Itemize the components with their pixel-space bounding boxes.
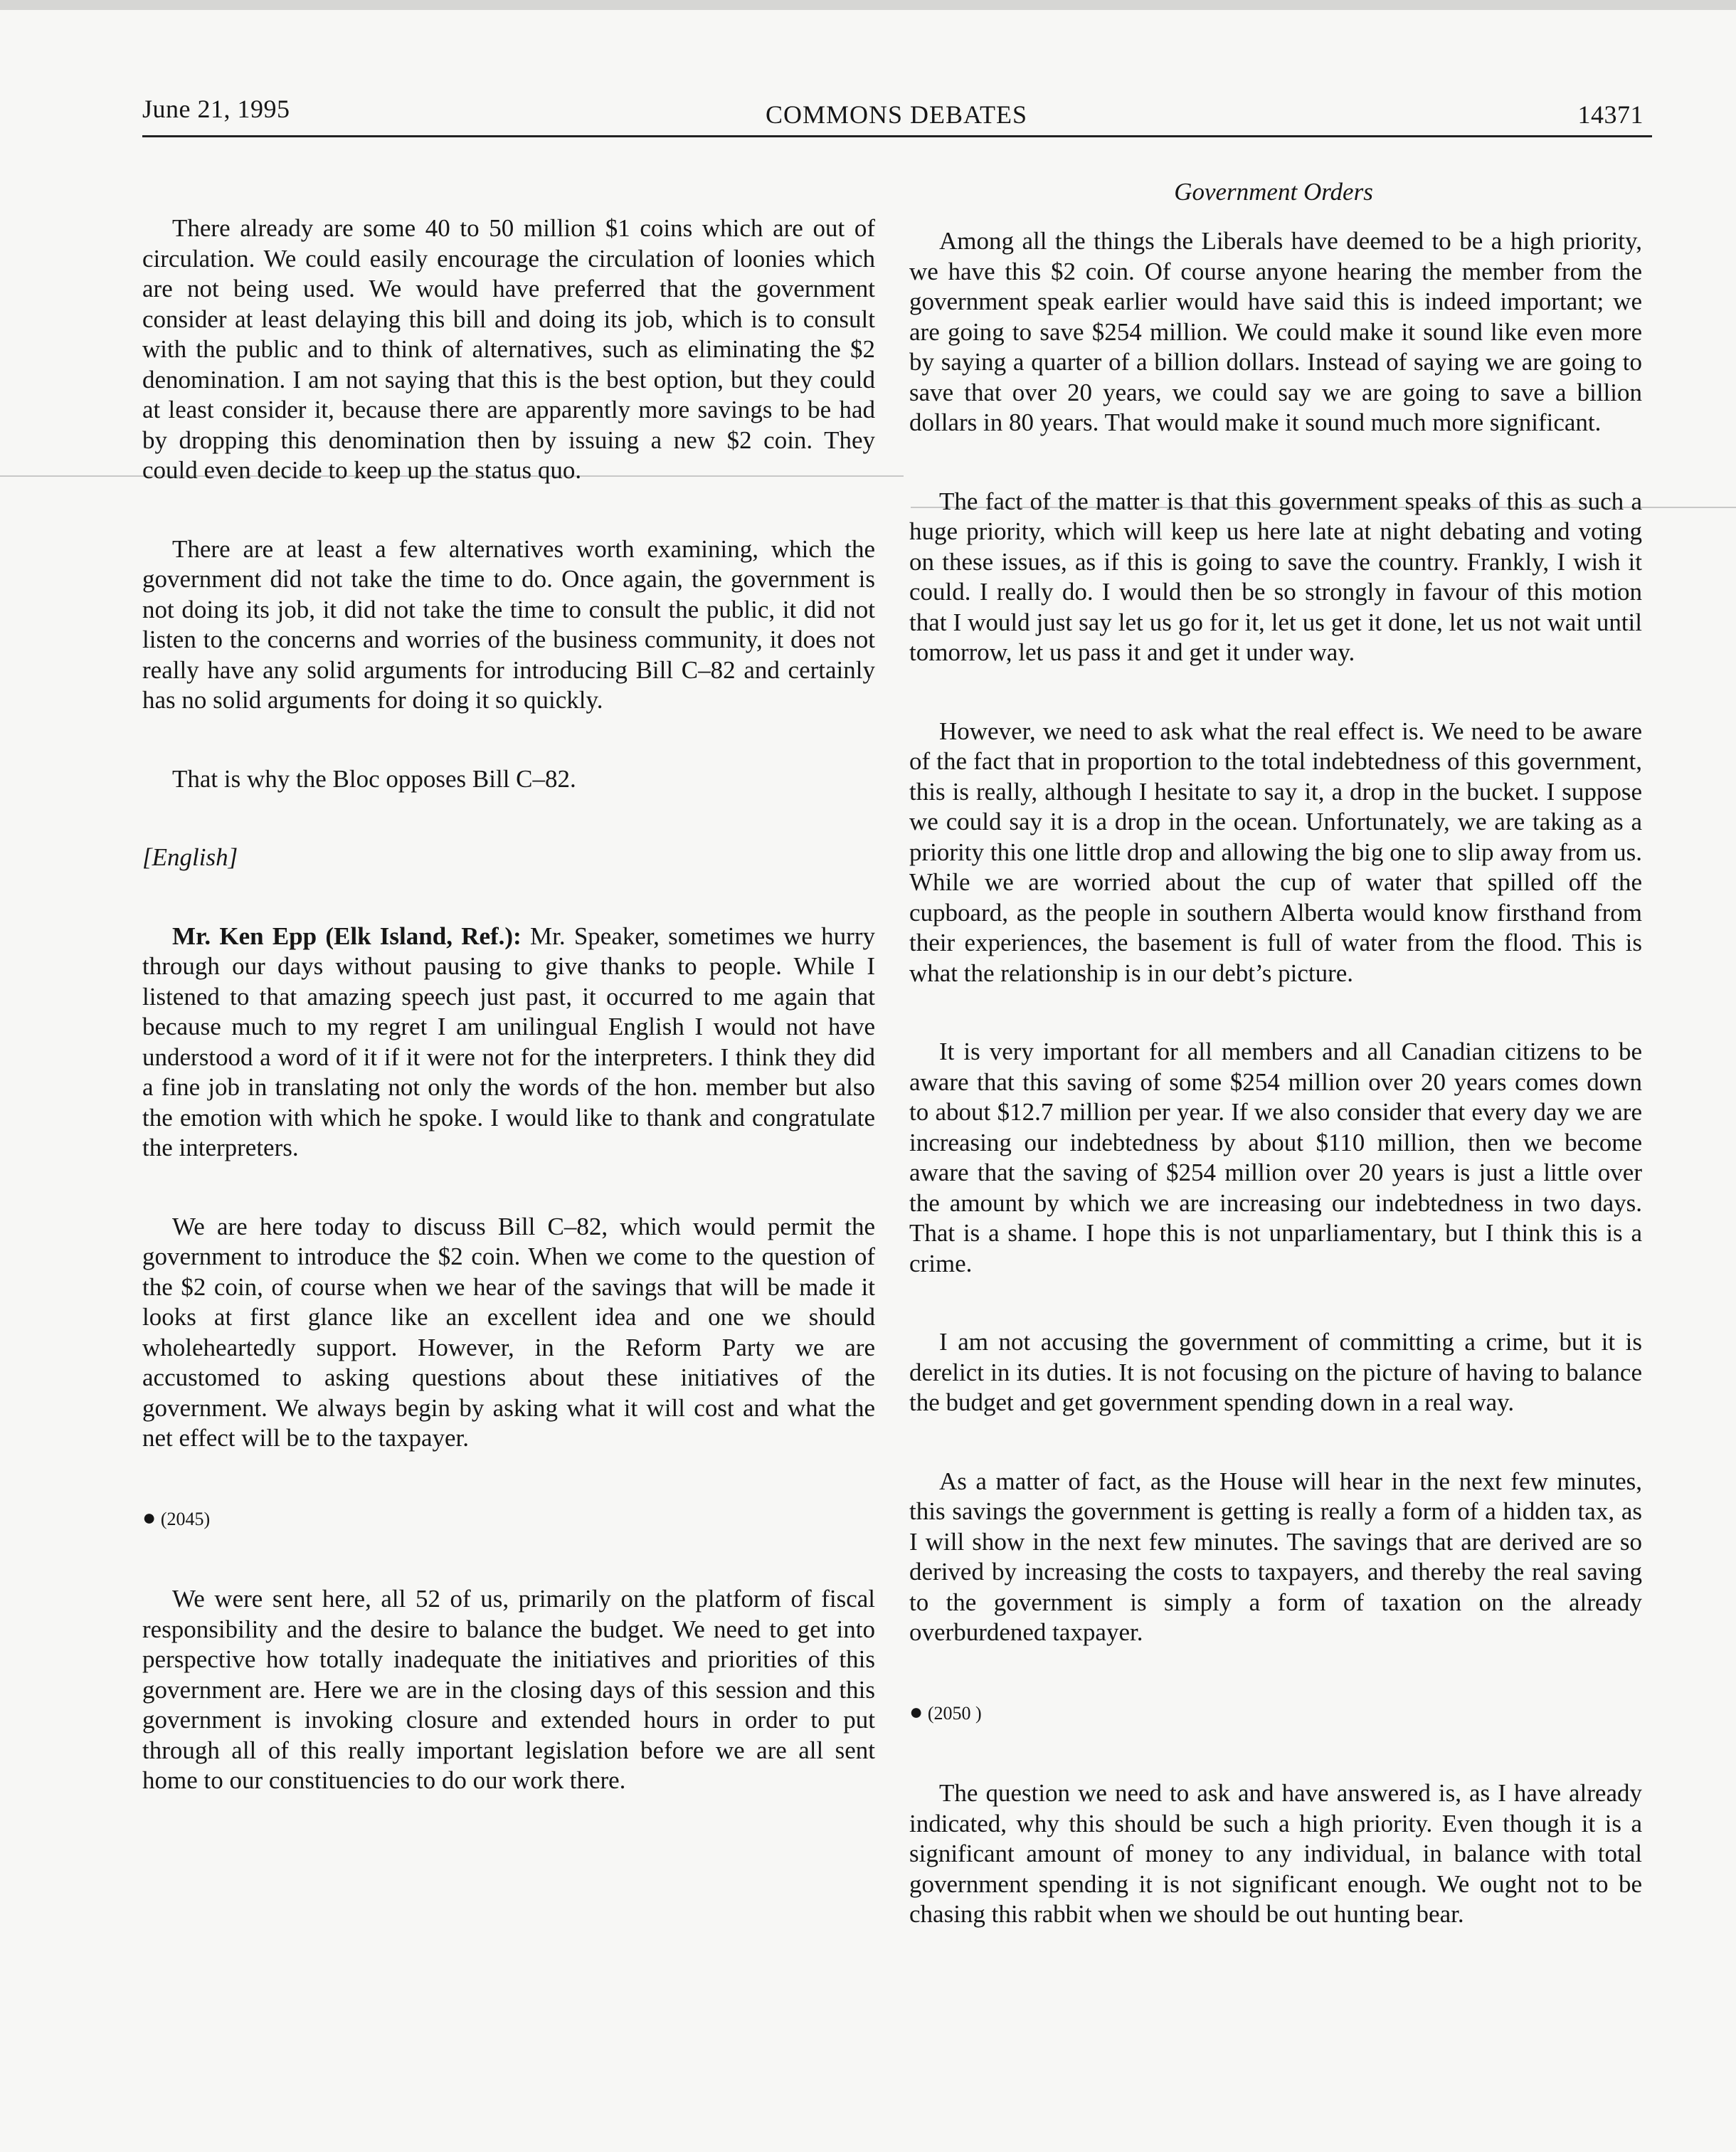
paragraph: As a matter of fact, as the House will hear in the next few minutes, this savings the government is getting is really a form of a hidden tax, as I will show in the next few minutes. The savings that are derived are so derived by increasing the costs to taxpayers, and thereby the real saving to the government is simply a form of taxation on the already overburdened taxpayer. bbox=[909, 1467, 1642, 1646]
paragraph: It is very important for all members and all Canadian citizens to be aware that this saving of some $254 million over 20 years comes down to about $12.7 million per year. If we also consider that every day we are increasing our indebtedness by about $110 million, then we become aware that the saving of $254 million over 20 years is just a little over the amount by which we are increasing our indebtedness in two days. That is a shame. I hope this is not unparliamentary, but I think this is a crime. bbox=[909, 1038, 1642, 1277]
header-title: COMMONS DEBATES bbox=[765, 100, 1028, 129]
paragraph: However, we need to ask what the real effect is. We need to be aware of the fact that in proportion to the total indebtedness of this government, this is really, although I hesitate to say it, a drop in the bucket. I suppose we could say it is a drop in the ocean. Unfortunately, we are taking as a priority this one little drop and allowing the big one to slip away from us. While we are worried about the cup of water that spilled off the cupboard, as the people in southern Alberta would know firsthand from their experiences, the basement is full of water from the flood. This is what the relationship is in our debt’s picture. bbox=[909, 717, 1642, 987]
bullet-icon: ● bbox=[909, 1698, 923, 1724]
speech-paragraph bbox=[142, 922, 875, 1164]
paragraph: I am not accusing the government of committing a crime, but it is derelict in its duties. It is not focusing on the picture of having to balance the budget and get government spending down in a real way. bbox=[909, 1328, 1642, 1416]
paragraph: There already are some 40 to 50 million $1 coins which are out of circulation. We could easily encourage the circulation of loonies which are not being used. We would have preferred that the government consider at least delaying this bill and doing its job, which is to consult with the public and to think of alternatives, such as eliminating the $2 denomination. I am not saying that this is the best option, but they could at least consider it, because there are apparently more savings to be had by dropping this denomination then by issuing a new $2 coin. They could even decide to keep up the status quo. bbox=[142, 214, 875, 484]
paragraph: That is why the Bloc opposes Bill C–82. bbox=[172, 764, 576, 793]
paragraph: We are here today to discuss Bill C–82, which would permit the government to introduce the $2 coin. When we come to the question of the $2 coin, of course when we hear of the savings that will be made it looks at first glance like an excellent idea and one we should wholeheartedly support. However, in the Reform Party we are accustomed to asking questions about these initiatives of the government. We always begin by asking what it will cost and what the net effect will be to the taxpayer. bbox=[142, 1212, 875, 1452]
paragraph: The question we need to ask and have answered is, as I have already indicated, why this should be such a high priority. Even though it is a significant amount of money to any individual, in balance with total government spending it is not significant enough. We ought not to be chasing this rabbit when we should be out hunting bear. bbox=[909, 1779, 1642, 1928]
time-marker bbox=[142, 1502, 875, 1535]
paragraph: We were sent here, all 52 of us, primarily on the platform of fiscal responsibility and the desire to balance the budget. We need to get into perspective how totally inadequate the initiatives and priorities of this government are. Here we are in the closing days of this session and this government is invoking closure and extended hours in order to put through all of this really important legislation before we are all sent home to our constituencies to do our work there. bbox=[142, 1585, 875, 1794]
right-column bbox=[909, 226, 1642, 1978]
time-marker-text: (2045) bbox=[160, 1508, 211, 1529]
header-rule bbox=[142, 135, 1652, 137]
speaker-name: Mr. Ken Epp (Elk Island, Ref.): bbox=[172, 922, 522, 950]
page-header bbox=[142, 91, 1651, 134]
left-column bbox=[142, 213, 875, 1845]
header-date: June 21, 1995 bbox=[142, 95, 290, 123]
time-marker bbox=[909, 1697, 1642, 1729]
scan-edge bbox=[0, 0, 1736, 10]
header-page-number: 14371 bbox=[1577, 100, 1644, 129]
time-marker-text: (2050 ) bbox=[927, 1702, 982, 1724]
speech-text: Mr. Speaker, sometimes we hurry through our days without pausing to give thanks to people. While I listened to that amazing speech just past, it occurred to me again that because much to my regret I am unilingual English I would not have understood a word of it if it were not for the interpreters. I think they did a fine job in translating not only the words of the hon. member but also the emotion with which he spoke. I would like to thank and congratulate the interpreters. bbox=[142, 922, 875, 1161]
section-heading: Government Orders bbox=[1174, 178, 1373, 206]
paragraph: Among all the things the Liberals have deemed to be a high priority, we have this $2 coin. Of course anyone hearing the member from the government speak earlier would have said this is indeed important; we are going to save $254 million. We could make it sound like even more by saying a quarter of a billion dollars. Instead of saying we are going to save that over 20 years, we could say we are going to save a billion dollars in 80 years. That would make it sound much more significant. bbox=[909, 227, 1642, 436]
language-tag: [English] bbox=[142, 843, 238, 871]
paragraph: The fact of the matter is that this government speaks of this as such a huge priority, which will keep us here late at night debating and voting on these issues, as if this is going to save the country. Frankly, I wish it could. I really do. I would then be so strongly in favour of this motion that I would just say let us go for it, let us get it done, let us not wait until tomorrow, let us pass it and get it under way. bbox=[909, 487, 1642, 666]
bullet-icon: ● bbox=[142, 1504, 157, 1530]
paragraph: There are at least a few alternatives worth examining, which the government did not take the time to do. Once again, the government is not doing its job, it did not take the time to consult the public, it did not listen to the concerns and worries of the business community, it does not really have any solid arguments for introducing Bill C–82 and certainly has no solid arguments for doing it so quickly. bbox=[142, 534, 875, 714]
